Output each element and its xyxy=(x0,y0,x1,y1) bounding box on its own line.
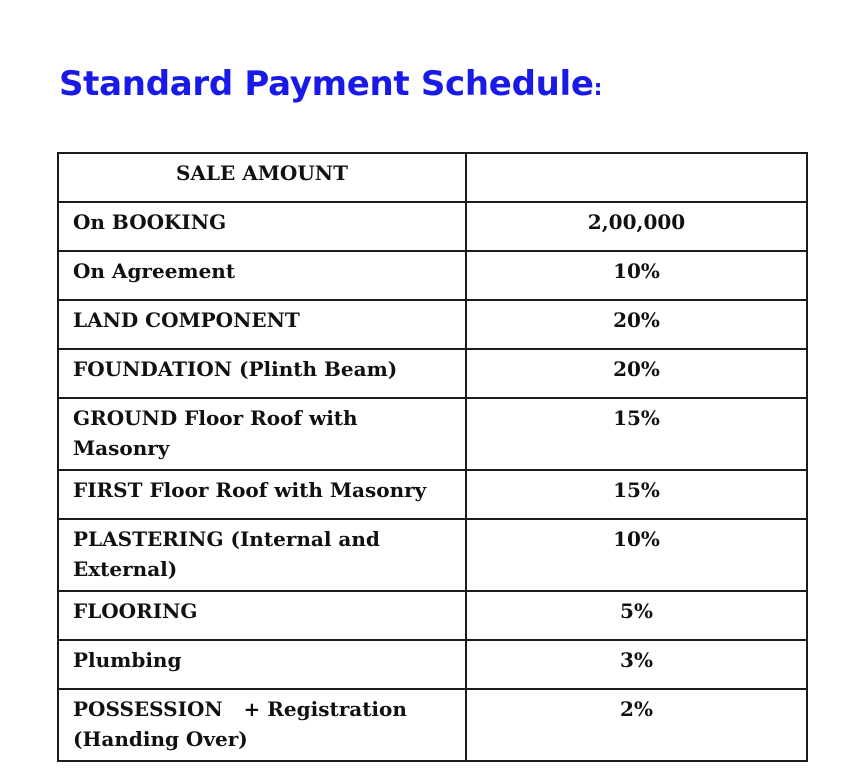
row-label: PLASTERING (Internal and External) xyxy=(58,519,466,591)
row-label: On Agreement xyxy=(58,251,466,300)
row-value: 15% xyxy=(466,398,807,470)
payment-schedule-table xyxy=(57,152,808,762)
header-value-cell xyxy=(466,153,807,202)
row-label: FOUNDATION (Plinth Beam) xyxy=(58,349,466,398)
header-label-cell: SALE AMOUNT xyxy=(58,153,466,202)
row-value: 10% xyxy=(466,519,807,591)
table-row xyxy=(58,519,807,591)
table-row xyxy=(58,202,807,251)
row-label: On BOOKING xyxy=(58,202,466,251)
table-row xyxy=(58,398,807,470)
row-label: LAND COMPONENT xyxy=(58,300,466,349)
row-label: Plumbing xyxy=(58,640,466,689)
table-row xyxy=(58,349,807,398)
table-row xyxy=(58,640,807,689)
row-value: 20% xyxy=(466,349,807,398)
row-label: GROUND Floor Roof with Masonry xyxy=(58,398,466,470)
table-header-row xyxy=(58,153,807,202)
row-value: 10% xyxy=(466,251,807,300)
row-value: 5% xyxy=(466,591,807,640)
row-value: 2% xyxy=(466,689,807,761)
row-value: 15% xyxy=(466,470,807,519)
row-label: FIRST Floor Roof with Masonry xyxy=(58,470,466,519)
row-value: 3% xyxy=(466,640,807,689)
row-label: POSSESSION + Registration (Handing Over) xyxy=(58,689,466,761)
table-row xyxy=(58,689,807,761)
row-value: 20% xyxy=(466,300,807,349)
page-title-text: Standard Payment Schedule xyxy=(59,64,594,104)
page-title-colon: : xyxy=(593,76,603,101)
table-row xyxy=(58,300,807,349)
table-row xyxy=(58,470,807,519)
table-row xyxy=(58,251,807,300)
page-title xyxy=(59,64,602,104)
table-row xyxy=(58,591,807,640)
row-label: FLOORING xyxy=(58,591,466,640)
row-value: 2,00,000 xyxy=(466,202,807,251)
